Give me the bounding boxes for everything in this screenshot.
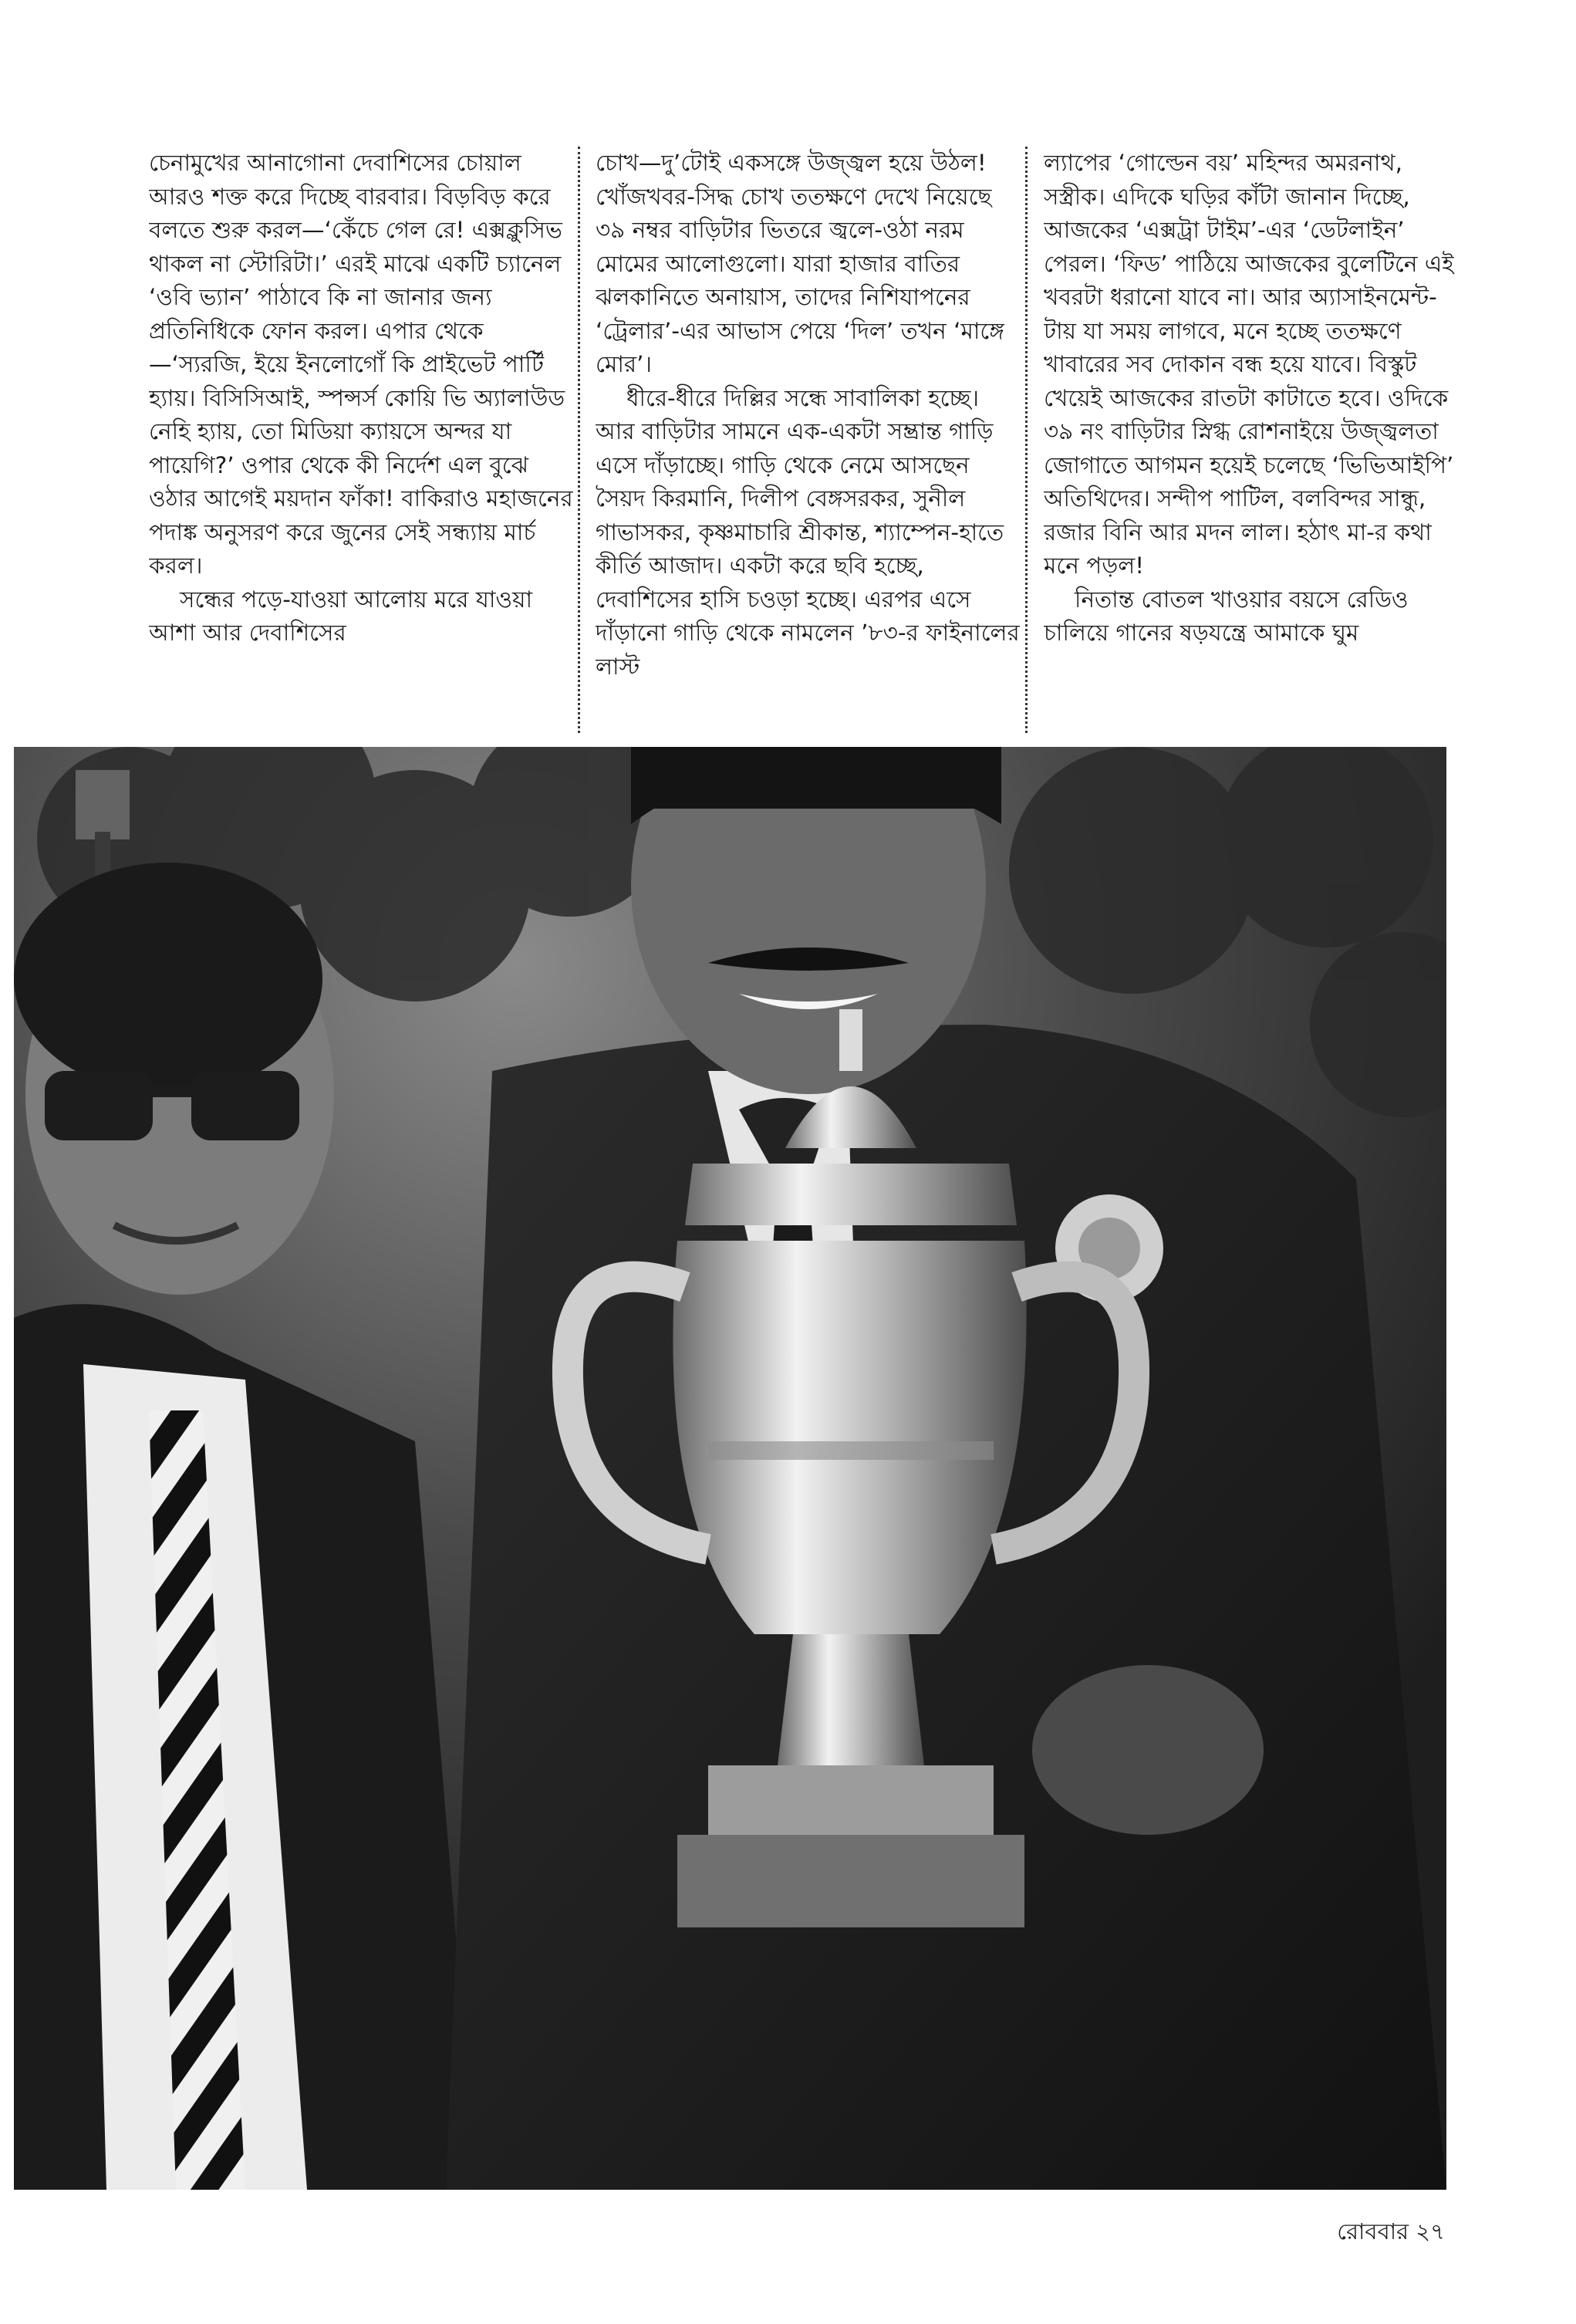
trophy-photo xyxy=(14,747,1446,2190)
paragraph: ল্যাপের ‘গোল্ডেন বয়’ মহিন্দর অমরনাথ, সস্ত্রীক। এদিকে ঘড়ির কাঁটা জানান দিচ্ছে, আজকের ‘এক্সট্রা টাইম’-এর ‘ডেটলাইন’ পেরল। ‘ফিড’ পাঠিয়ে আজকের বুলেটিনে এই খবরটা ধরানো যাবে না। আর অ্যাসাইনমেন্ট-টায় যা সময় লাগবে, মনে হচ্ছে ততক্ষণে খাবারের সব দোকান বন্ধ হয়ে যাবে। বিস্কুট খেয়েই আজকের রাতটা কাটাতে হবে। ওদিকে ৩৯ নং বাড়িটার স্নিগ্ধ রোশনাইয়ে উজ্জ্বলতা জোগাতে আগমন হয়েই চলেছে ‘ভিভিআইপি’ অতিথিদের। সন্দীপ পাটিল, বলবিন্দর সান্ধু, রজার বিনি আর মদন লাল। হঠাৎ মা-র কথা মনে পড়ল! xyxy=(1044,150,1454,579)
column-divider xyxy=(578,147,580,733)
paragraph: চেনামুখের আনাগোনা দেবাশিসের চোয়াল আরও শক্ত করে দিচ্ছে বারবার। বিড়বিড় করে বলতে শুরু করল—‘কেঁচে গেল রে! এক্সক্লুসিভ থাকল না স্টোরিটা।’ এরই মাঝে একটি চ্যানেল ‘ওবি ভ্যান’ পাঠাবে কি না জানার জন্য প্রতিনিধিকে ফোন করল। এপার থেকে—‘স্যরজি, ইয়ে ইনলোগোঁ কি প্রাইভেট পার্টি হ্যায়। বিসিসিআই, স্পন্সর্স কোয়ি ভি অ্যালাউড নেহি হ্যায়, তো মিডিয়া ক্যায়সে অন্দর যা পায়েগি?’ ওপার থেকে কী নির্দেশ এল বুঝে ওঠার আগেই ময়দান ফাঁকা! বাকিরাও মহাজনের পদাঙ্ক অনুসরণ করে জুনের সেই সন্ধ্যায় মার্চ করল। xyxy=(149,150,573,579)
paragraph: নিতান্ত বোতল খাওয়ার বয়সে রেডিও চালিয়ে গানের ষড়যন্ত্রে আমাকে ঘুম xyxy=(1044,586,1409,646)
paragraph: ধীরে-ধীরে দিল্লির সন্ধে সাবালিকা হচ্ছে। আর বাড়িটার সামনে এক-একটা সম্ভ্রান্ত গাড়ি এসে দাঁড়াচ্ছে। গাড়ি থেকে নেমে আসছেন সৈয়দ কিরমানি, দিলীপ বেঙ্গসরকর, সুনীল গাভাসকর, কৃষ্ণমাচারি শ্রীকান্ত, শ্যাম্পেন-হাতে কীর্তি আজাদ। একটা করে ছবি হচ্ছে, দেবাশিসের হাসি চওড়া হচ্ছে। এরপর এসে দাঁড়ানো গাড়ি থেকে নামলেন ’৮৩-র ফাইনালের লাস্ট xyxy=(596,384,1020,680)
paragraph: সন্ধের পড়ে-যাওয়া আলোয় মরে যাওয়া আশা আর দেবাশিসের xyxy=(149,586,533,646)
text-column-1 xyxy=(149,147,573,745)
text-column-2 xyxy=(596,147,1020,745)
column-divider xyxy=(1025,147,1028,733)
page-folio: রোববার ২৭ xyxy=(1337,2218,1445,2245)
paragraph: চোখ—দু’টোই একসঙ্গে উজ্জ্বল হয়ে উঠল! খোঁজখবর-সিদ্ধ চোখ ততক্ষণে দেখে নিয়েছে ৩৯ নম্বর বাড়িটার ভিতরে জ্বলে-ওঠা নরম মোমের আলোগুলো। যারা হাজার বাতির ঝলকানিতে অনায়াস, তাদের নিশিযাপনের ‘ট্রেলার’-এর আভাস পেয়ে ‘দিল’ তখন ‘মাঙ্গে মোর’। xyxy=(596,150,1004,377)
text-column-3 xyxy=(1044,147,1468,745)
